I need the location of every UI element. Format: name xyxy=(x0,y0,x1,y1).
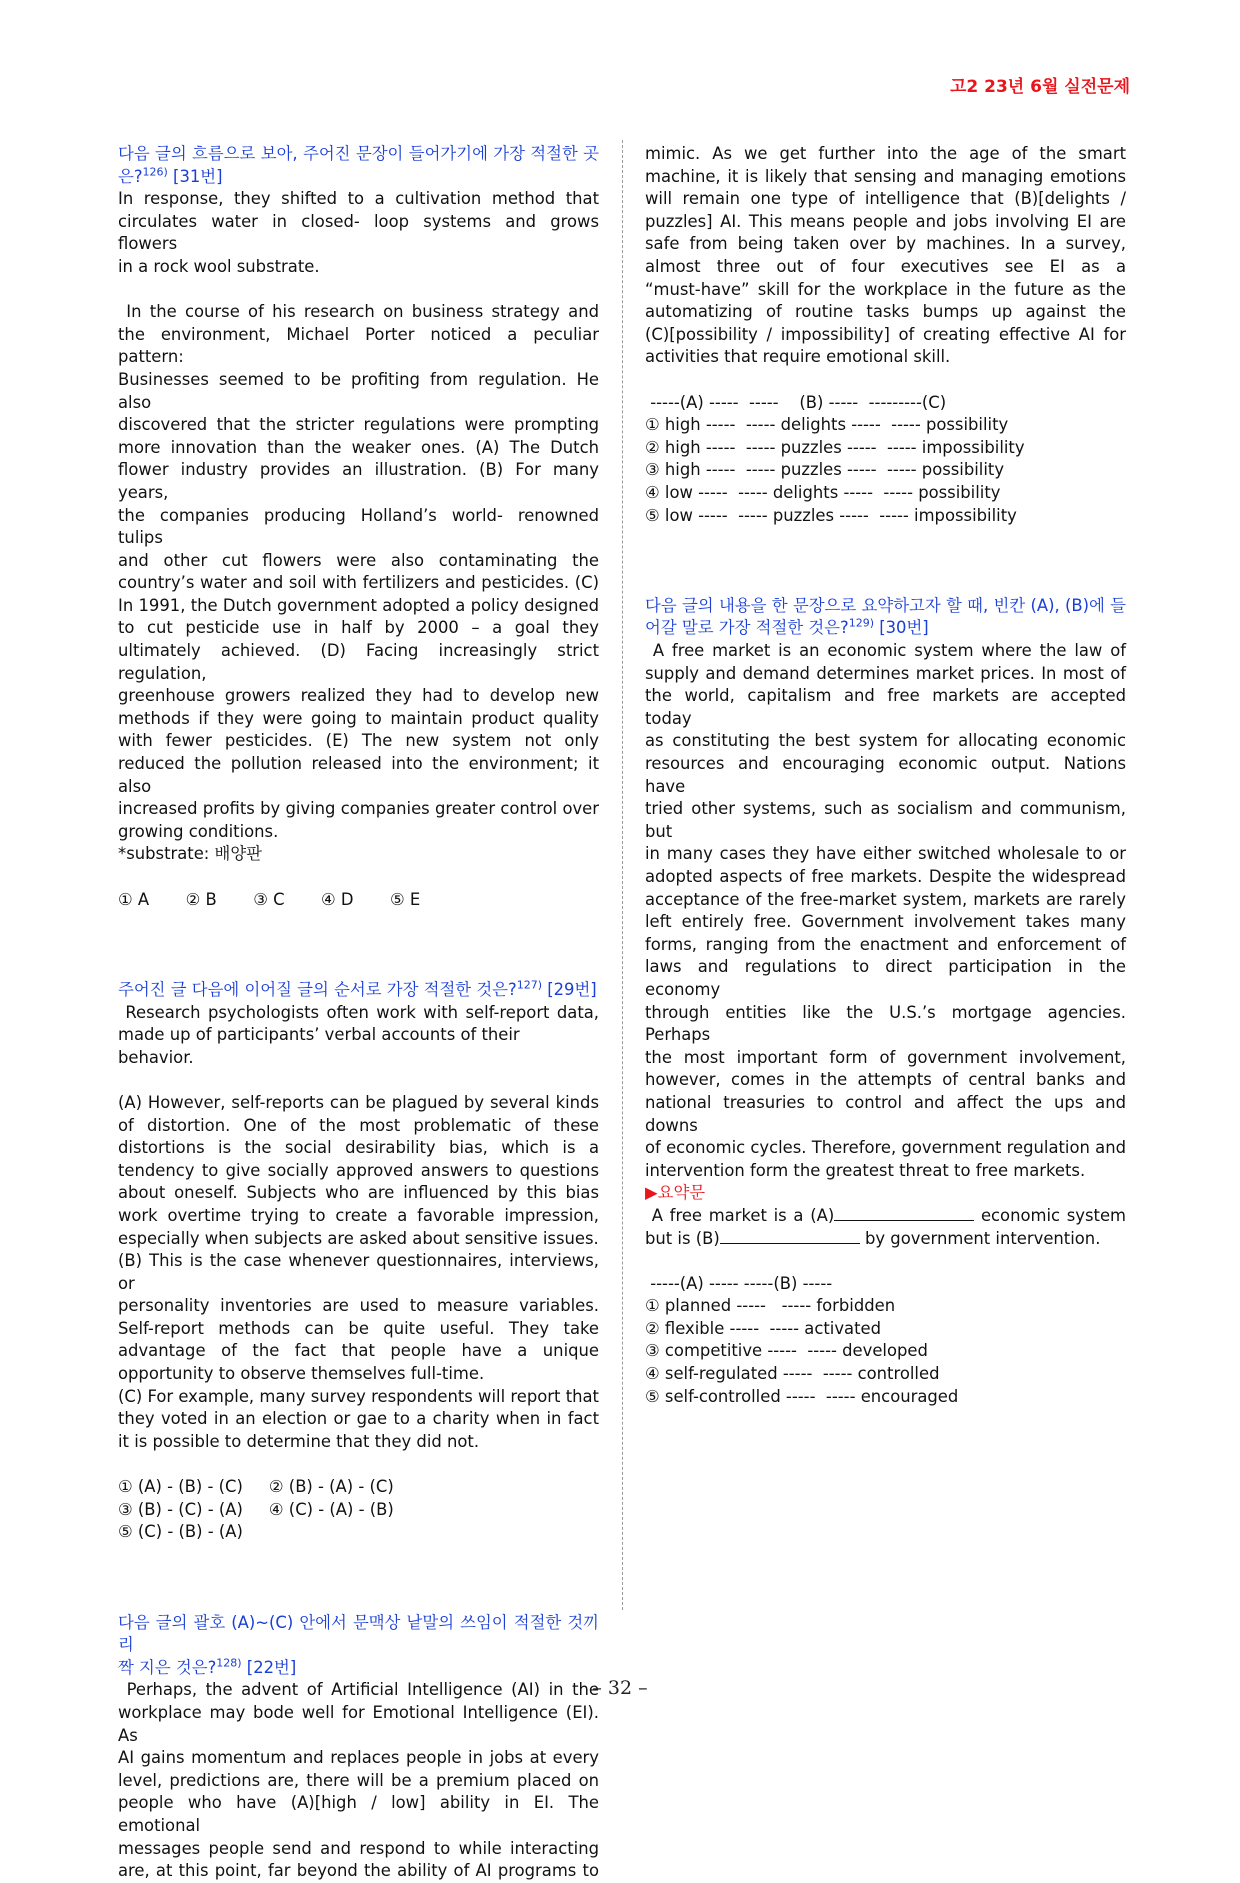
passage-line: national treasuries to control and affect the ups and downs xyxy=(645,1092,1126,1135)
passage-line: Self-report methods can be quite useful. They take xyxy=(118,1318,599,1338)
passage-line: A free market is an economic system where the law of xyxy=(645,641,1126,661)
answer-choice-row: ② high ----- ----- puzzles ----- ----- impossibility xyxy=(645,437,1025,457)
passage-line: with fewer pesticides. (E) The new system not only xyxy=(118,731,599,751)
passage-line: workplace may bode well for Emotional Intelligence (EI). As xyxy=(118,1702,599,1745)
answer-choice-header: -----(A) ----- -----(B) ----- xyxy=(645,1273,833,1293)
passage-line: acceptance of the free-market system, markets are rarely xyxy=(645,889,1126,909)
answer-choice-row: ③ (B) - (C) - (A) ④ (C) - (A) - (B) xyxy=(118,1499,394,1519)
passage-line: it is possible to determine that they did not. xyxy=(118,1431,480,1451)
answer-choice-row: ④ low ----- ----- delights ----- ----- possibility xyxy=(645,482,1001,502)
passage-line: machine, it is likely that sensing and managing emotions xyxy=(645,166,1126,186)
passage-line: In the course of his research on business strategy and xyxy=(118,302,600,322)
passage-line: will remain one type of intelligence that (B)[delights / xyxy=(645,189,1126,209)
given-passage-line: Research psychologists often work with self-report data, xyxy=(118,1002,599,1022)
right-column xyxy=(645,143,1126,1408)
answer-choice-header: -----(A) ----- ----- (B) ----- ---------(C) xyxy=(645,392,947,412)
passage-line: messages people send and respond to while interacting xyxy=(118,1838,599,1858)
passage-line: In 1991, the Dutch government adopted a policy designed xyxy=(118,595,599,615)
passage-line: supply and demand determines market prices. In most of xyxy=(645,663,1126,683)
passage-line: (A) However, self-reports can be plagued by several kinds xyxy=(118,1092,599,1112)
passage-line: resources and encouraging economic output. Nations have xyxy=(645,754,1126,796)
passage-line: almost three out of four executives see EI as a xyxy=(645,256,1126,276)
prompt-text: 주어진 글 다음에 이어질 글의 순서로 가장 적절한 것은? xyxy=(118,979,517,999)
answer-choice-row: ⑤ (C) - (B) - (A) xyxy=(118,1522,243,1542)
prompt-text: 짝 지은 것은? xyxy=(118,1657,217,1677)
answer-choice-row: ③ competitive ----- ----- developed xyxy=(645,1341,928,1361)
summary-text: but is (B) xyxy=(645,1228,720,1248)
passage-line: “must-have” skill for the workplace in the future as the xyxy=(645,279,1126,299)
question-126-prompt-line2 xyxy=(118,166,599,189)
footnote-ref: 127) xyxy=(516,978,543,992)
passage-line: work overtime trying to create a favorable impression, xyxy=(118,1205,599,1225)
answer-choices: ① A ② B ③ C ④ D ⑤ E xyxy=(118,889,421,909)
passage-line: adopted aspects of free markets. Despite the widespread xyxy=(645,867,1126,886)
question-127-prompt xyxy=(118,979,599,1002)
passage-line: growing conditions. xyxy=(118,821,279,841)
passage-line: puzzles] AI. This means people and jobs involving EI are xyxy=(645,211,1126,231)
summary-label: ▶요약문 xyxy=(645,1183,706,1203)
passage-line: the companies producing Holland’s world- renowned tulips xyxy=(118,505,599,548)
question-number: [31번] xyxy=(167,166,223,186)
passage-line: personality inventories are used to measure variables. xyxy=(118,1296,599,1316)
passage-line: tendency to give socially approved answers to questions xyxy=(118,1160,599,1180)
passage-line: forms, ranging from the enactment and enforcement of xyxy=(645,934,1126,954)
footnote-ref: 128) xyxy=(216,1656,242,1670)
question-129-prompt-line1: 다음 글의 내용을 한 문장으로 요약하고자 할 때, 빈칸 (A), (B)에 들 xyxy=(645,595,1126,615)
passage-line: activities that require emotional skill. xyxy=(645,347,951,367)
passage-line: the environment, Michael Porter noticed a peculiar pattern: xyxy=(118,324,599,367)
passage-line: of distortion. One of the most problematic of these xyxy=(118,1115,599,1135)
passage-line: opportunity to observe themselves full-time. xyxy=(118,1364,485,1384)
passage-line: ultimately achieved. (D) Facing increasingly strict regulation, xyxy=(118,641,599,683)
passage-line: safe from being taken over by machines. In a survey, xyxy=(645,234,1126,254)
passage-line: in many cases they have either switched wholesale to or xyxy=(645,844,1126,864)
summary-text: economic system xyxy=(974,1205,1127,1225)
prompt-text: 은? xyxy=(118,166,143,186)
given-sentence-line: In response, they shifted to a cultivation method that xyxy=(118,189,599,209)
answer-choice-row: ① (A) - (B) - (C) ② (B) - (A) - (C) xyxy=(118,1477,394,1497)
question-127 xyxy=(118,979,599,1544)
given-sentence-line: in a rock wool substrate. xyxy=(118,256,320,276)
passage-line: mimic. As we get further into the age of the smart xyxy=(645,144,1126,163)
answer-choice-row: ① planned ----- ----- forbidden xyxy=(645,1296,896,1316)
passage-line: the world, capitalism and free markets are accepted today xyxy=(645,686,1126,728)
footnote-ref: 126) xyxy=(142,165,168,179)
passage-line: especially when subjects are asked about sensitive issues. xyxy=(118,1228,599,1248)
passage-line: Perhaps, the advent of Artificial Intelligence (AI) in the xyxy=(118,1680,600,1700)
passage-line: as constituting the best system for allocating economic xyxy=(645,731,1126,751)
question-128-prompt-line2 xyxy=(118,1657,599,1680)
passage-line: are, at this point, far beyond the ability of AI programs to xyxy=(118,1861,599,1881)
summary-text: A free market is a (A) xyxy=(645,1205,835,1225)
blank-a xyxy=(834,1206,974,1221)
summary-line-1 xyxy=(645,1205,1126,1228)
passage-line: laws and regulations to direct participation in the economy xyxy=(645,957,1126,999)
question-128-continued xyxy=(645,143,1126,527)
passage-line: flower industry provides an illustration. (B) For many years, xyxy=(118,460,599,502)
question-126-prompt-line1: 다음 글의 흐름으로 보아, 주어진 문장이 들어가기에 가장 적절한 곳 xyxy=(118,144,599,163)
passage-line: people who have (A)[high / low] ability in EI. The emotional xyxy=(118,1793,599,1835)
blank-b xyxy=(720,1229,860,1244)
passage-line: Businesses seemed to be profiting from regulation. He also xyxy=(118,369,599,412)
column-divider xyxy=(622,140,623,1610)
passage-line: intervention form the greatest threat to free markets. xyxy=(645,1160,1086,1180)
answer-choice-row: ③ high ----- ----- puzzles ----- ----- possibility xyxy=(645,460,1005,480)
passage-line: (C)[possibility / impossibility] of creating effective AI for xyxy=(645,324,1126,344)
passage-line: (B) This is the case whenever questionnaires, interviews, or xyxy=(118,1251,599,1293)
passage-line: however, comes in the attempts of central banks and xyxy=(645,1070,1126,1090)
question-126 xyxy=(118,143,599,911)
left-column xyxy=(118,143,599,1883)
passage-line: AI gains momentum and replaces people in jobs at every xyxy=(118,1748,599,1768)
passage-line: through entities like the U.S.’s mortgage agencies. Perhaps xyxy=(645,1002,1126,1045)
answer-choice-row: ⑤ self-controlled ----- ----- encouraged xyxy=(645,1386,959,1406)
question-128 xyxy=(118,1612,599,1883)
passage-line: tried other systems, such as socialism and communism, but xyxy=(645,799,1126,841)
passage-line: and other cut flowers were also contaminating the xyxy=(118,550,599,570)
passage-line: reduced the pollution released into the environment; it also xyxy=(118,754,599,796)
footnote-note: *substrate: 배양판 xyxy=(118,844,263,864)
answer-choice-row: ④ self-regulated ----- ----- controlled xyxy=(645,1364,940,1384)
passage-line: (C) For example, many survey respondents will report that xyxy=(118,1386,599,1406)
question-129-prompt-line2 xyxy=(645,617,1126,640)
passage-line: they voted in an election or gae to a charity when in fact xyxy=(118,1409,599,1429)
question-128-prompt-line1: 다음 글의 괄호 (A)~(C) 안에서 문맥상 낱말의 쓰임이 적절한 것끼리 xyxy=(118,1612,599,1655)
page-header-title: 고2 23년 6월 실전문제 xyxy=(949,77,1130,97)
question-number: [30번] xyxy=(874,618,929,638)
question-number: [22번] xyxy=(241,1657,297,1677)
passage-line: distortions is the social desirability bias, which is a xyxy=(118,1138,599,1158)
page-number: – 32 – xyxy=(592,1677,648,1699)
passage-line: discovered that the stricter regulations were prompting xyxy=(118,415,599,435)
summary-line-2 xyxy=(645,1228,1126,1251)
passage-line: methods if they were going to maintain product quality xyxy=(118,708,599,728)
passage-line: country’s water and soil with fertilizers and pesticides. (C) xyxy=(118,573,599,593)
given-sentence-line: circulates water in closed- loop systems and grows flowers xyxy=(118,211,599,254)
passage-line: to cut pesticide use in half by 2000 – a goal they xyxy=(118,618,599,638)
passage-line: the most important form of government involvement, xyxy=(645,1047,1126,1067)
question-129 xyxy=(645,595,1126,1408)
passage-line: of economic cycles. Therefore, government regulation and xyxy=(645,1138,1126,1158)
prompt-text: 어갈 말로 가장 적절한 것은? xyxy=(645,618,849,638)
answer-choice-row: ② flexible ----- ----- activated xyxy=(645,1318,881,1338)
footnote-ref: 129) xyxy=(848,617,875,630)
answer-choice-row: ① high ----- ----- delights ----- ----- possibility xyxy=(645,415,1009,435)
passage-line: automatizing of routine tasks bumps up against the xyxy=(645,302,1126,322)
answer-choice-row: ⑤ low ----- ----- puzzles ----- ----- impossibility xyxy=(645,505,1017,525)
passage-line: left entirely free. Government involvement takes many xyxy=(645,912,1126,932)
passage-line: advantage of the fact that people have a unique xyxy=(118,1341,599,1361)
passage-line: greenhouse growers realized they had to develop new xyxy=(118,686,599,706)
summary-text: by government intervention. xyxy=(859,1228,1101,1248)
passage-line: increased profits by giving companies greater control over xyxy=(118,799,599,819)
given-passage-line: made up of participants’ verbal accounts of their behavior. xyxy=(118,1025,520,1067)
question-number: [29번] xyxy=(542,979,597,999)
passage-line: about oneself. Subjects who are influenced by this bias xyxy=(118,1183,599,1203)
passage-line: more innovation than the weaker ones. (A) The Dutch xyxy=(118,437,599,457)
passage-line: level, predictions are, there will be a premium placed on xyxy=(118,1770,599,1790)
